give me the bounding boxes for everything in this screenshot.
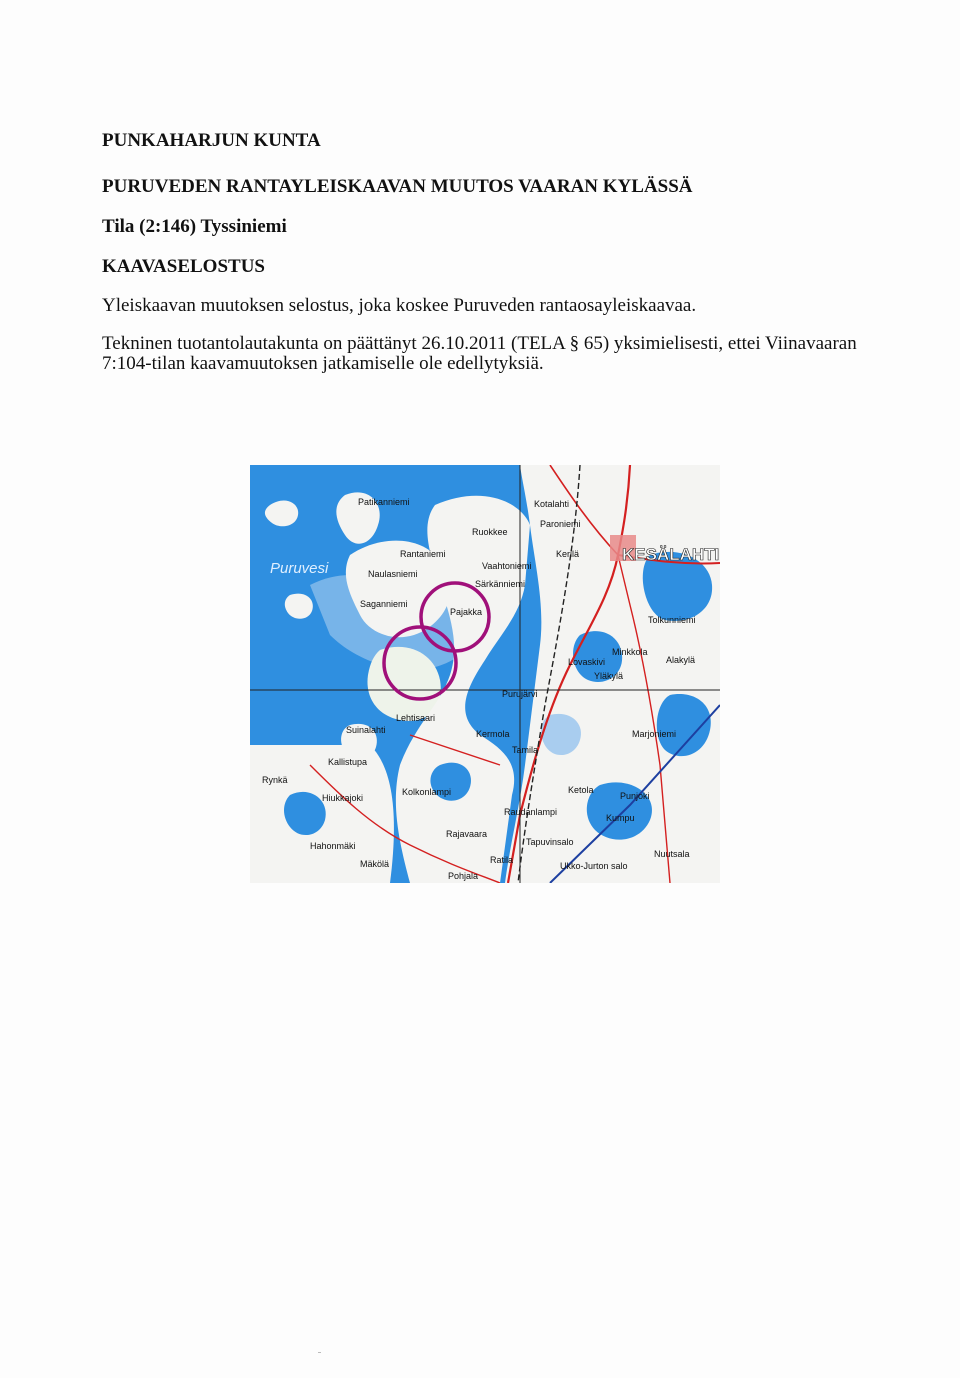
scan-speck [318,1352,321,1353]
map-label-vaahtoniemi: Vaahtoniemi [482,561,532,571]
map-label-patikanniemi: Patikanniemi [358,497,410,507]
property-line: Tila (2:146) Tyssiniemi [102,216,287,237]
paragraph-1: Yleiskaavan muutoksen selostus, joka koskee Puruveden rantaosayleiskaavaa. [102,295,697,316]
map-label-ketola: Ketola [568,785,594,795]
map-label-paronniemi: Paroniemi [540,519,581,529]
map-label-nuutsala: Nuutsala [654,849,690,859]
map-label-saganiemi: Saganniemi [360,599,408,609]
map-label-rantaniemi: Rantaniemi [400,549,446,559]
map-svg [250,465,720,883]
map-label-ukko-jurton: Ukko-Jurton salo [560,861,628,871]
map-label-suinalahti: Suinalahti [346,725,386,735]
map-label-kotalahti: Kotalahti [534,499,570,509]
document-title: PUNKAHARJUN KUNTA [102,130,321,151]
map-label-marjoniemi: Marjoniemi [632,729,677,739]
paragraph-2-line-2: 7:104-tilan kaavamuutoksen jatkamiselle ole edellytyksiä. [102,353,544,374]
map-label-kumpu: Kumpu [606,813,635,823]
map-label-kermola: Kermola [476,729,510,739]
map-label-alakyla: Alakylä [666,655,696,665]
map-label-lovaskivi: Lovaskivi [568,657,606,667]
map-label-purujarvi: Purujärvi [502,689,538,699]
map-label-tapuvinsalo: Tapuvinsalo [526,837,574,847]
map-label-punjoki: Punjoki [620,791,650,801]
map-label-hahonmaki: Hahonmäki [310,841,356,851]
map-label-raudanlampi: Raudanlampi [504,807,558,817]
map-label-ylakyla: Yläkylä [594,671,624,681]
map-label-kesalahti: KESÄLAHTI [622,545,720,564]
map-label-ruokkee: Ruokkee [472,527,508,537]
map-label-naulasniemi: Naulasniemi [368,569,418,579]
section-heading: KAAVASELOSTUS [102,256,265,277]
paragraph-2-line-1: Tekninen tuotantolautakunta on päättänyt 26.10.2011 (TELA § 65) yksimielisesti, ettei Viinavaaran [102,333,857,354]
map-label-rynka: Rynkä [262,775,288,785]
map-label-sarkanniemi: Särkänniemi [475,579,526,589]
map-label-kerila: Kerilä [556,549,580,559]
map-label-tamila: Tamila [512,745,539,755]
map-label-ratila: Ratila [490,855,514,865]
map-label-kolkonlampi: Kolkonlampi [402,787,452,797]
map-label-tolkunniemi: Tolkunniemi [648,615,696,625]
map-label-hiukkajoki: Hiukkajoki [322,793,364,803]
document-subtitle: PURUVEDEN RANTAYLEISKAAVAN MUUTOS VAARAN KYLÄSSÄ [102,176,693,197]
map-label-makola: Mäkölä [360,859,390,869]
map-label-lehtisaari: Lehtisaari [396,713,436,723]
map-label-kallistupa: Kallistupa [328,757,368,767]
map-label-puruvesi: Puruvesi [270,560,329,577]
map-label-pohjala: Pohjala [448,871,479,881]
location-map [250,465,720,883]
map-label-pajakka: Pajakka [450,607,483,617]
map-label-rajavaara: Rajavaara [446,829,488,839]
map-label-minkkola: Minkkola [612,647,648,657]
document-text [102,130,902,374]
